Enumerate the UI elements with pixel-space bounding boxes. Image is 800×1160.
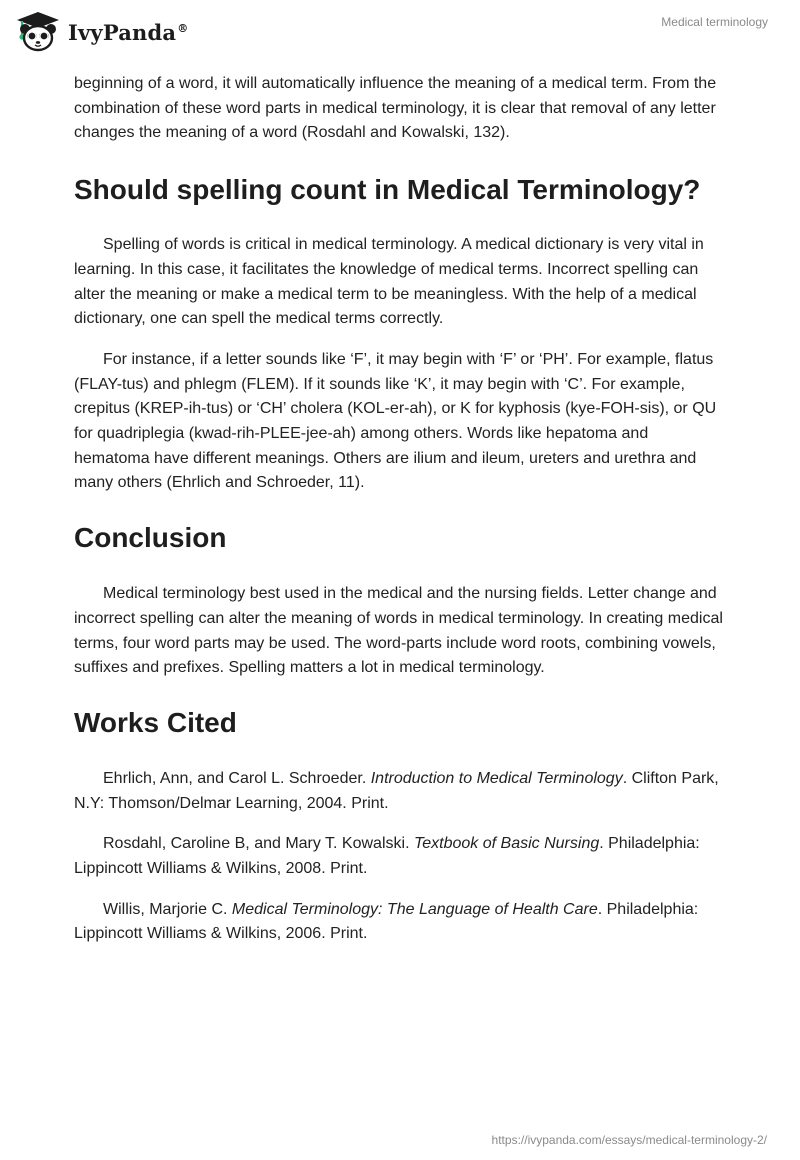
citation-title: Introduction to Medical Terminology bbox=[370, 769, 623, 787]
paragraph: Medical terminology best used in the medical and the nursing fields. Letter change and incorrect spelling can alter the meaning of words in medical terminology. In creating medical terms, four word parts may be used. The word-parts include word roots, combining vowels, suffixes and prefixes. Spelling matters a lot in medical terminology. bbox=[74, 585, 723, 677]
document-title: Medical terminology bbox=[661, 15, 768, 29]
section-heading-spelling: Should spelling count in Medical Terminology? bbox=[74, 174, 701, 206]
page-header bbox=[0, 0, 800, 70]
continued-paragraph: beginning of a word, it will automatically influence the meaning of a medical term. From the combination of these word parts in medical terminology, it is clear that removal of any letter changes the meaning of a word (Rosdahl and Kowalski, 132). bbox=[74, 75, 717, 142]
citation-entry: Rosdahl, Caroline B, and Mary T. Kowalski. Textbook of Basic Nursing. Philadelphia: Lippincott Williams & Wilkins, 2008. Print. bbox=[74, 835, 700, 878]
citation-entry: Ehrlich, Ann, and Carol L. Schroeder. Introduction to Medical Terminology. Clifton Park, N.Y: Thomson/Delmar Learning, 2004. Print. bbox=[74, 769, 719, 812]
paragraph: For instance, if a letter sounds like ‘F’, it may begin with ‘F’ or ‘PH’. For example, flatus (FLAY-tus) and phlegm (FLEM). If it sounds like ‘K’, it may begin with ‘C’. For example, crepitus (KREP-ih-tus) or ‘CH’ cholera (KOL-er-ah), or K for kyphosis (kye-FOH-sis), or QU for quadriplegia (kwad-rih-PLEE-jee-ah) among others. Words like hepatoma and hematoma have different meanings. Others are ilium and ileum, ureters and urethra and many others (Ehrlich and Schroeder, 11). bbox=[74, 350, 717, 492]
panda-graduation-cap-logo-icon bbox=[14, 9, 62, 53]
essay-content bbox=[74, 72, 726, 963]
citation-title: Textbook of Basic Nursing bbox=[413, 835, 600, 853]
section-heading-conclusion: Conclusion bbox=[74, 522, 227, 554]
ivypanda-logo[interactable] bbox=[14, 9, 188, 53]
source-url-link[interactable]: https://ivypanda.com/essays/medical-terminology-2/ bbox=[491, 1133, 767, 1147]
logo-wordmark: IvyPanda® bbox=[68, 19, 189, 45]
paragraph: Spelling of words is critical in medical terminology. A medical dictionary is very vital in learning. In this case, it facilitates the knowledge of medical terms. Incorrect spelling can alter the meaning or make a medical term to be meaningless. With the help of a medical dictionary, one can spell the medical terms correctly. bbox=[74, 236, 704, 328]
citation-title: Medical Terminology: The Language of Health Care bbox=[231, 900, 598, 918]
citation-entry: Willis, Marjorie C. Medical Terminology: The Language of Health Care. Philadelphia: Lippincott Williams & Wilkins, 2006. Print. bbox=[74, 900, 699, 943]
works-cited-heading: Works Cited bbox=[74, 706, 237, 738]
